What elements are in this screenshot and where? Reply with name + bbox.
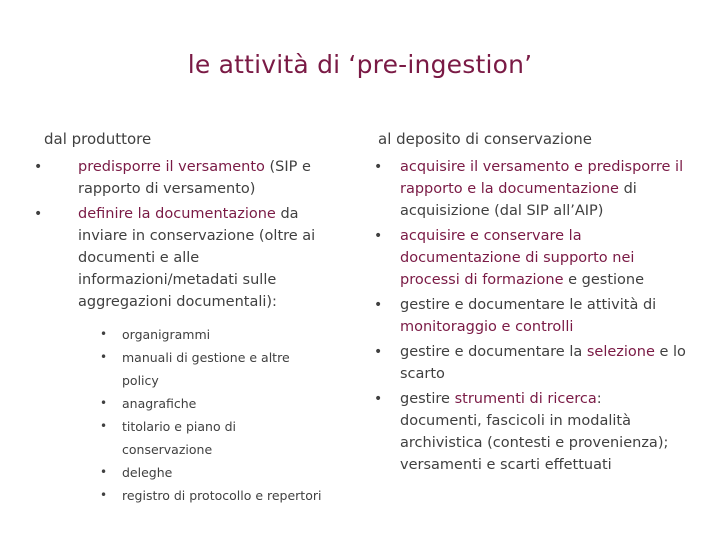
item-text: e lo scarto <box>400 344 686 382</box>
repository-column <box>374 130 686 479</box>
list-item <box>34 203 330 507</box>
producer-heading: dal produttore <box>44 130 152 148</box>
sublist-item <box>100 461 330 484</box>
sublist-item <box>100 484 330 507</box>
item-emphasis: selezione <box>586 344 655 360</box>
list-item <box>374 225 686 291</box>
sublist-item-text: manuali di gestione e altre policy <box>122 350 290 388</box>
producer-list <box>34 156 330 507</box>
bullet-icon: • <box>374 391 383 407</box>
bullet-icon: • <box>100 396 108 410</box>
repository-heading: al deposito di conservazione <box>378 130 593 148</box>
sublist-item-text: titolario e piano di conservazione <box>122 419 236 457</box>
bullet-icon: • <box>100 465 108 479</box>
sublist-item-text: registro di protocollo e repertori <box>122 488 322 503</box>
item-emphasis: predisporre il versamento <box>78 159 265 175</box>
bullet-icon: • <box>100 419 108 433</box>
bullet-icon: • <box>34 206 43 222</box>
bullet-icon: • <box>374 297 383 313</box>
producer-column <box>34 130 330 510</box>
repository-list <box>374 156 686 476</box>
item-text: (SIP e rapporto di versamento) <box>78 159 311 197</box>
list-item <box>34 156 330 200</box>
item-text: da inviare in conservazione (oltre ai documenti e alle informazioni/metadati sulle aggregazioni documentali): <box>78 206 316 310</box>
item-text: : documenti, fascicoli in modalità archivistica (contesti e provenienza); versamenti e scarti effettuati <box>400 391 669 473</box>
bullet-icon: • <box>100 350 108 364</box>
bullet-icon: • <box>374 228 383 244</box>
list-item <box>374 294 686 338</box>
sublist-item <box>100 415 330 461</box>
list-item <box>374 156 686 222</box>
slide-title: le attività di ‘pre-ingestion’ <box>187 50 533 79</box>
sublist-item <box>100 323 330 346</box>
item-text: gestire e documentare le attività di <box>400 297 657 313</box>
item-text: gestire <box>400 391 455 407</box>
item-text: e gestione <box>563 272 645 288</box>
list-item <box>374 341 686 385</box>
sublist-item-text: anagrafiche <box>122 396 197 411</box>
item-text: gestire e documentare la <box>400 344 587 360</box>
bullet-icon: • <box>34 159 43 175</box>
item-emphasis: monitoraggio e controlli <box>400 319 574 335</box>
item-emphasis: strumenti di ricerca <box>454 391 597 407</box>
item-emphasis: acquisire il versamento e predisporre il rapporto e la documentazione <box>400 159 684 197</box>
documentation-sublist <box>78 323 330 507</box>
bullet-icon: • <box>374 159 383 175</box>
sublist-item-text: deleghe <box>122 465 173 480</box>
bullet-icon: • <box>374 344 383 360</box>
list-item <box>374 388 686 476</box>
bullet-icon: • <box>100 488 108 502</box>
bullet-icon: • <box>100 327 108 341</box>
item-emphasis: definire la documentazione <box>78 206 276 222</box>
sublist-item <box>100 392 330 415</box>
sublist-item-text: organigrammi <box>122 327 211 342</box>
item-text: di acquisizione (dal SIP all’AIP) <box>400 181 637 219</box>
sublist-item <box>100 346 330 392</box>
item-emphasis: acquisire e conservare la documentazione di supporto nei processi di formazione <box>400 228 635 288</box>
